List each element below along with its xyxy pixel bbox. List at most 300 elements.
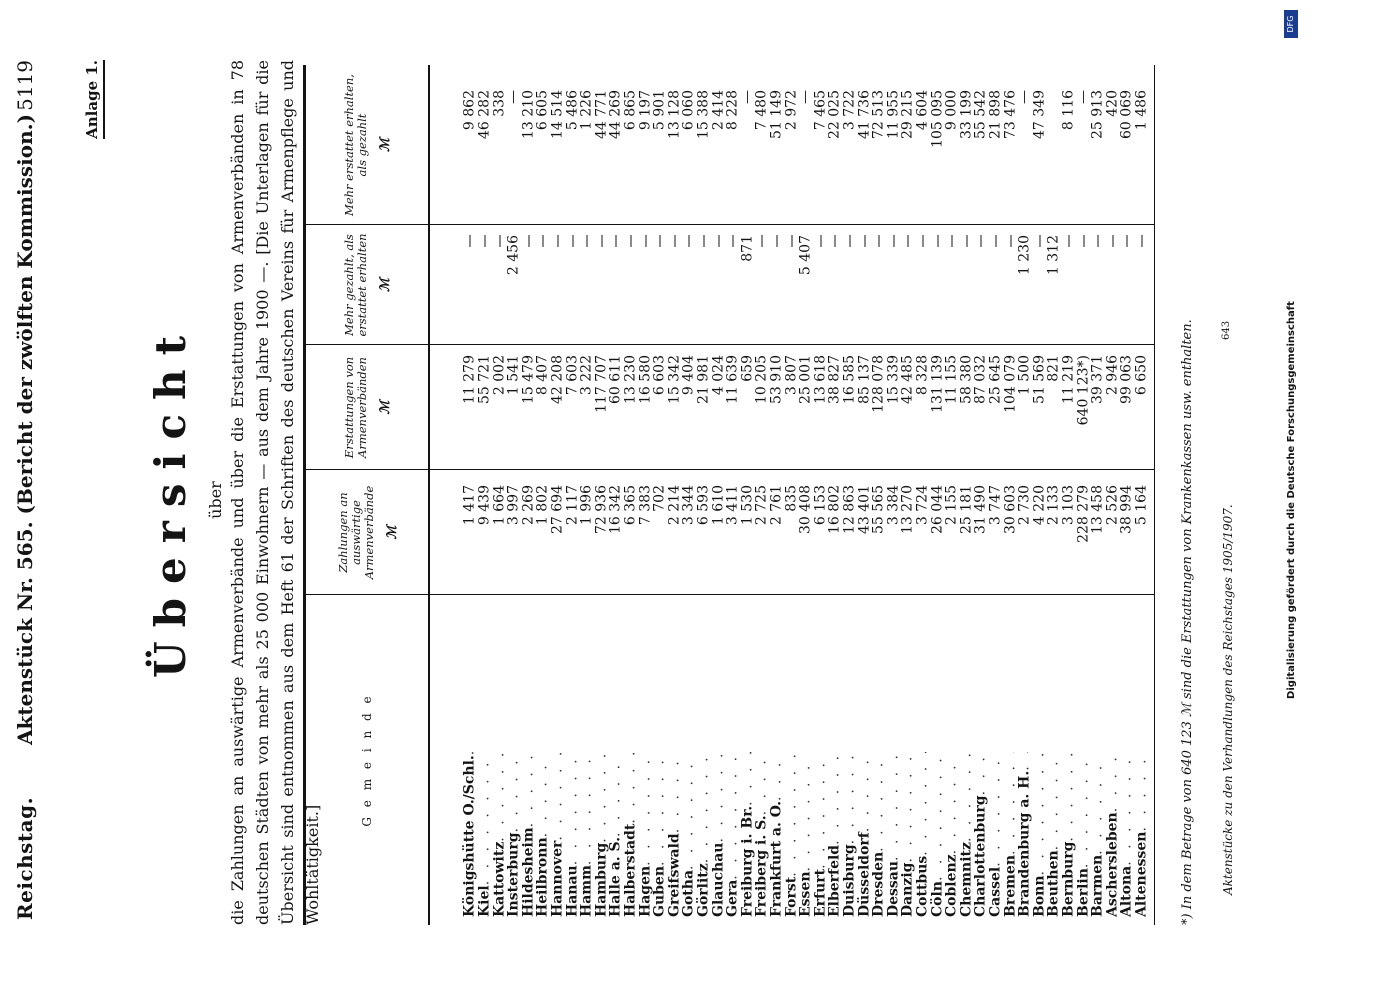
cell-gemeinde: Beuthen . . .: [1046, 752, 1063, 917]
table-row: [929, 65, 946, 925]
intro-paragraph: die Zahlungen an auswärtige Armenverbände und über die Erstattungen von Armenverbänden in 78 deutschen Städten von mehr als 25 000 Einwohnern — aus dem Jahre 1900 —. [Die Unterlagen für die Übersicht sind entnommen aus dem Heft 61 der Schriften des deutschen Vereins für Armenpflege und Wohltätigkeit.]: [228, 60, 322, 925]
cell-mehr-gezahlt: [477, 235, 494, 335]
cell-erstattungen: 8 407: [534, 355, 551, 396]
cell-erstattungen: 640 123*): [1075, 355, 1092, 426]
table-row: [885, 65, 902, 925]
cell-erstattungen: 87 032: [972, 355, 989, 404]
cell-mehr-gezahlt: [550, 235, 567, 335]
page-code: 643: [1221, 320, 1232, 340]
cell-gemeinde: Charlottenburg . . .: [973, 752, 990, 917]
empty-dash: [703, 235, 704, 247]
cell-mehr-gezahlt: [812, 235, 829, 335]
cell-gemeinde: Freiberg i. S. . . .: [754, 752, 771, 917]
table-row: [623, 65, 640, 925]
cell-mehr-erstattet: 29 215: [899, 90, 916, 139]
cell-mehr-erstattet: 21 898: [987, 90, 1004, 139]
cell-gemeinde: Elberfeld . . .: [827, 752, 844, 917]
empty-dash: [1068, 235, 1069, 247]
cell-gemeinde: Aschersleben . . .: [1104, 752, 1121, 917]
cell-gemeinde: Altenessen . . .: [1134, 752, 1151, 917]
page-title: Übersicht: [146, 322, 195, 678]
cell-gemeinde: Greifswald . . .: [666, 752, 683, 917]
empty-dash: [849, 235, 850, 247]
cell-zahlungen: 2 730: [1016, 485, 1033, 526]
table-row: [1104, 65, 1121, 925]
empty-dash: [542, 235, 543, 247]
cell-zahlungen: 38 994: [1118, 485, 1135, 534]
empty-dash: [1039, 235, 1040, 247]
cell-mehr-erstattet: —: [1075, 90, 1092, 104]
cell-erstattungen: 1 500: [1016, 355, 1033, 396]
cell-mehr-erstattet: 2 972: [783, 90, 800, 131]
cell-gemeinde: Hamm . . .: [579, 752, 596, 917]
table-row: [652, 65, 669, 925]
cell-gemeinde: Kiel . . .: [477, 752, 494, 917]
cell-mehr-gezahlt: 871: [739, 235, 756, 262]
cell-zahlungen: 13 270: [899, 485, 916, 534]
cell-zahlungen: 16 342: [607, 485, 624, 534]
cell-zahlungen: 1 530: [739, 485, 756, 526]
cell-mehr-erstattet: 420: [1104, 90, 1121, 117]
cell-zahlungen: 12 863: [841, 485, 858, 534]
cell-erstattungen: 99 063: [1118, 355, 1135, 404]
cell-erstattungen: 25 645: [987, 355, 1004, 404]
empty-dash: [1097, 235, 1098, 247]
cell-gemeinde: Hannover . . .: [550, 752, 567, 917]
cell-erstattungen: 16 580: [637, 355, 654, 404]
cell-gemeinde: Hamburg . . .: [593, 752, 610, 917]
cell-mehr-erstattet: 338: [491, 90, 508, 117]
cell-zahlungen: 2 117: [564, 485, 581, 526]
cell-mehr-gezahlt: [944, 235, 961, 335]
cell-gemeinde: Guben . . .: [652, 752, 669, 917]
cell-mehr-gezahlt: [929, 235, 946, 335]
empty-dash: [922, 235, 923, 247]
cell-zahlungen: 3 997: [505, 485, 522, 526]
empty-dash: [995, 235, 996, 247]
cell-erstattungen: 55 721: [476, 355, 493, 404]
cell-erstattungen: 1 541: [505, 355, 522, 396]
cell-mehr-gezahlt: [1119, 235, 1136, 335]
cell-mehr-erstattet: 5 486: [564, 90, 581, 131]
cell-mehr-gezahlt: [623, 235, 640, 335]
table-row: [900, 65, 917, 925]
cell-mehr-gezahlt: [988, 235, 1005, 335]
cell-zahlungen: 6 153: [812, 485, 829, 526]
cell-erstattungen: 60 611: [607, 355, 624, 404]
cell-gemeinde: Forst . . .: [783, 752, 800, 917]
cell-mehr-gezahlt: [608, 235, 625, 335]
empty-dash: [572, 235, 573, 247]
cell-mehr-gezahlt: [696, 235, 713, 335]
cell-erstattungen: 42 485: [899, 355, 916, 404]
cell-mehr-erstattet: —: [505, 90, 522, 104]
cell-erstattungen: 51 569: [1031, 355, 1048, 404]
cell-mehr-erstattet: 13 128: [666, 90, 683, 139]
cell-mehr-gezahlt: [1104, 235, 1121, 335]
cell-zahlungen: 3 411: [724, 485, 741, 526]
cell-gemeinde: Coblenz . . .: [944, 752, 961, 917]
cell-mehr-gezahlt: 1 230: [1016, 235, 1033, 276]
table-row: [958, 65, 975, 925]
cell-mehr-erstattet: 3 722: [841, 90, 858, 131]
cell-erstattungen: 15 339: [885, 355, 902, 404]
cell-gemeinde: Hagen . . .: [637, 752, 654, 917]
table-row: [812, 65, 829, 925]
cell-erstattungen: 117 707: [593, 355, 610, 413]
cell-gemeinde: Brandenburg a. H. . . .: [1017, 752, 1034, 917]
table-row: [1017, 65, 1034, 925]
cell-mehr-erstattet: 7 465: [812, 90, 829, 131]
cell-erstattungen: 4 024: [710, 355, 727, 396]
cell-erstattungen: 11 155: [943, 355, 960, 404]
cell-mehr-erstattet: 73 476: [1002, 90, 1019, 139]
unit-mark: ℳ: [378, 400, 393, 415]
table-row: [827, 65, 844, 925]
cell-zahlungen: 43 401: [856, 485, 873, 534]
empty-dash: [864, 235, 865, 247]
cell-zahlungen: 4 220: [1031, 485, 1048, 526]
cell-zahlungen: 6 593: [695, 485, 712, 526]
cell-mehr-gezahlt: [1002, 235, 1019, 335]
cell-erstattungen: 21 981: [695, 355, 712, 404]
cell-gemeinde: Frankfurt a. O. . . .: [769, 752, 786, 917]
table-row: [1031, 65, 1048, 925]
cell-mehr-gezahlt: 2 456: [505, 235, 522, 276]
cell-mehr-erstattet: 14 514: [549, 90, 566, 139]
cell-gemeinde: Glauchau . . .: [710, 752, 727, 917]
cell-mehr-erstattet: 6 865: [622, 90, 639, 131]
table-row: [1002, 65, 1019, 925]
table-row: [506, 65, 523, 925]
cell-erstattungen: 6 603: [651, 355, 668, 396]
empty-dash: [645, 235, 646, 247]
cell-mehr-erstattet: 7 480: [753, 90, 770, 131]
table-row: [1090, 65, 1107, 925]
cell-mehr-erstattet: 15 388: [695, 90, 712, 139]
unit-mark: ℳ: [378, 138, 393, 152]
cell-erstattungen: 659: [739, 355, 756, 382]
empty-dash: [718, 235, 719, 247]
cell-mehr-erstattet: 11 955: [885, 90, 902, 139]
cell-mehr-erstattet: 46 282: [476, 90, 493, 139]
cell-mehr-erstattet: 1 226: [578, 90, 595, 131]
col-header-mehr-erstattet-text: Mehr erstattet erhalten, als gezahlt: [342, 74, 369, 216]
empty-dash: [528, 235, 529, 247]
cell-mehr-gezahlt: [637, 235, 654, 335]
cell-erstattungen: 10 205: [753, 355, 770, 404]
cell-zahlungen: 5 164: [1133, 485, 1150, 526]
cell-zahlungen: 55 565: [870, 485, 887, 534]
cell-mehr-gezahlt: [754, 235, 771, 335]
cell-mehr-erstattet: 6 060: [680, 90, 697, 131]
cell-erstattungen: 11 219: [1060, 355, 1077, 404]
cell-mehr-erstattet: 44 269: [607, 90, 624, 139]
cell-mehr-erstattet: 41 736: [856, 90, 873, 139]
empty-dash: [776, 235, 777, 247]
cell-erstattungen: 11 279: [461, 355, 478, 404]
cell-mehr-gezahlt: [462, 235, 479, 335]
cell-mehr-erstattet: 105 095: [929, 90, 946, 148]
cell-gemeinde: Essen . . .: [798, 752, 815, 917]
table-row: [1075, 65, 1092, 925]
cell-gemeinde: Bernburg . . .: [1061, 752, 1078, 917]
cell-mehr-erstattet: 55 542: [972, 90, 989, 139]
empty-dash: [484, 235, 485, 247]
table-row: [520, 65, 537, 925]
empty-dash: [499, 235, 500, 247]
cell-zahlungen: 702: [651, 485, 668, 512]
cell-gemeinde: Cottbus . . .: [915, 752, 932, 917]
cell-zahlungen: 2 526: [1104, 485, 1121, 526]
cell-erstattungen: 821: [1045, 355, 1062, 382]
cell-mehr-gezahlt: [871, 235, 888, 335]
table-row: [798, 65, 815, 925]
cell-mehr-erstattet: 47 349: [1031, 90, 1048, 139]
cell-mehr-gezahlt: [1075, 235, 1092, 335]
cell-erstattungen: 6 650: [1133, 355, 1150, 396]
empty-dash: [966, 235, 967, 247]
table-row: [1061, 65, 1078, 925]
cell-erstattungen: 42 208: [549, 355, 566, 404]
cell-mehr-gezahlt: [652, 235, 669, 335]
cell-zahlungen: 3 103: [1060, 485, 1077, 526]
cell-mehr-gezahlt: [1134, 235, 1151, 335]
table-row: [973, 65, 990, 925]
empty-dash: [469, 235, 470, 247]
cell-gemeinde: Görlitz . . .: [696, 752, 713, 917]
cell-mehr-gezahlt: [666, 235, 683, 335]
table-row: [769, 65, 786, 925]
empty-dash: [557, 235, 558, 247]
table-row: [1134, 65, 1151, 925]
cell-mehr-gezahlt: [915, 235, 932, 335]
cell-mehr-gezahlt: [842, 235, 859, 335]
cell-erstattungen: 7 603: [564, 355, 581, 396]
cell-zahlungen: 3 344: [680, 485, 697, 526]
cell-zahlungen: 228 279: [1075, 485, 1092, 543]
empty-dash: [674, 235, 675, 247]
cell-zahlungen: 1 610: [710, 485, 727, 526]
cell-gemeinde: Hanau . . .: [564, 752, 581, 917]
cell-zahlungen: 1 996: [578, 485, 595, 526]
cell-erstattungen: 13 618: [812, 355, 829, 404]
dfg-logo: DFG: [1284, 10, 1298, 38]
table-row: [696, 65, 713, 925]
cell-gemeinde: Halberstadt . . .: [623, 752, 640, 917]
cell-zahlungen: 1 664: [491, 485, 508, 526]
appendix-label: Anlage 1.: [83, 60, 105, 139]
table-row: [710, 65, 727, 925]
cell-zahlungen: 72 936: [593, 485, 610, 534]
table-row: [754, 65, 771, 925]
empty-dash: [601, 235, 602, 247]
cell-gemeinde: Freiburg i. Br. . . .: [739, 752, 756, 917]
cell-mehr-gezahlt: [593, 235, 610, 335]
cell-erstattungen: 2 946: [1104, 355, 1121, 396]
cell-mehr-erstattet: 44 771: [593, 90, 610, 139]
cell-erstattungen: 2 002: [491, 355, 508, 396]
cell-zahlungen: 2 214: [666, 485, 683, 526]
cell-gemeinde: Danzig . . .: [900, 752, 917, 917]
col-header-erstattungen-text: Erstattungen von Armenverbänden: [342, 356, 369, 459]
cell-mehr-gezahlt: [725, 235, 742, 335]
cell-mehr-erstattet: 8 228: [724, 90, 741, 131]
cell-mehr-gezahlt: [856, 235, 873, 335]
table-row: [491, 65, 508, 925]
cell-erstattungen: 15 342: [666, 355, 683, 404]
cell-gemeinde: Berlin . . .: [1075, 752, 1092, 917]
empty-dash: [732, 235, 733, 247]
empty-dash: [791, 235, 792, 247]
cell-erstattungen: 25 001: [797, 355, 814, 404]
cell-gemeinde: Heilbronn . . .: [535, 752, 552, 917]
table-row: [915, 65, 932, 925]
unit-mark: ℳ: [378, 278, 393, 292]
cell-mehr-erstattet: —: [1016, 90, 1033, 104]
table-row: [681, 65, 698, 925]
cell-gemeinde: Gotha . . .: [681, 752, 698, 917]
empty-dash: [907, 235, 908, 247]
cell-gemeinde: Cassel . . .: [988, 752, 1005, 917]
cell-mehr-erstattet: 5 901: [651, 90, 668, 131]
cell-zahlungen: 30 408: [797, 485, 814, 534]
cell-gemeinde: Gera . . .: [725, 752, 742, 917]
table-row: [535, 65, 552, 925]
cell-mehr-erstattet: 13 210: [520, 90, 537, 139]
table-row: [783, 65, 800, 925]
empty-dash: [820, 235, 821, 247]
cell-mehr-gezahlt: [973, 235, 990, 335]
col-header-zahlungen-text: Zahlungen an auswärtige Armenverbände: [335, 485, 376, 580]
header-reichstag: Reichstag.: [13, 796, 37, 920]
cell-mehr-erstattet: 1 486: [1133, 90, 1150, 131]
table-row: [462, 65, 479, 925]
cell-gemeinde: Bonn . . .: [1031, 752, 1048, 917]
cell-mehr-erstattet: —: [797, 90, 814, 104]
cell-erstattungen: 8 328: [914, 355, 931, 396]
cell-zahlungen: 30 603: [1002, 485, 1019, 534]
cell-mehr-erstattet: 2 414: [710, 90, 727, 131]
cell-zahlungen: 2 133: [1045, 485, 1062, 526]
cell-gemeinde: Kattowitz . . .: [491, 752, 508, 917]
cell-mehr-gezahlt: [1090, 235, 1107, 335]
digitization-notice: Digitalisierung gefördert durch die Deutsche Forschungsgemeinschaft: [1286, 301, 1297, 699]
cell-mehr-erstattet: 9 862: [461, 90, 478, 131]
table-row: [739, 65, 756, 925]
empty-dash: [937, 235, 938, 247]
cell-mehr-gezahlt: [1061, 235, 1078, 335]
cell-mehr-gezahlt: 5 407: [797, 235, 814, 276]
cell-mehr-gezahlt: 1 312: [1045, 235, 1062, 276]
cell-zahlungen: 835: [783, 485, 800, 512]
empty-dash: [893, 235, 894, 247]
cell-gemeinde: Dessau . . .: [885, 752, 902, 917]
cell-mehr-erstattet: 72 513: [870, 90, 887, 139]
cell-erstattungen: 13 230: [622, 355, 639, 404]
empty-dash: [1126, 235, 1127, 247]
table-row: [988, 65, 1005, 925]
cell-erstattungen: 128 078: [870, 355, 887, 413]
col-header-gemeinde-text: G e m e i n d e: [360, 693, 374, 827]
table-row: [564, 65, 581, 925]
cell-mehr-erstattet: 8 116: [1060, 90, 1077, 131]
unit-mark: ℳ: [384, 525, 400, 540]
cell-mehr-erstattet: 9 197: [637, 90, 654, 131]
cell-zahlungen: 9 439: [476, 485, 493, 526]
cell-erstattungen: 53 910: [768, 355, 785, 404]
cell-zahlungen: 3 747: [987, 485, 1004, 526]
empty-dash: [761, 235, 762, 247]
empty-dash: [834, 235, 835, 247]
empty-dash: [1010, 235, 1011, 247]
cell-gemeinde: Halle a. S. . . .: [608, 752, 625, 917]
cell-mehr-gezahlt: [900, 235, 917, 335]
empty-dash: [630, 235, 631, 247]
empty-dash: [980, 235, 981, 247]
cell-zahlungen: 3 724: [914, 485, 931, 526]
cell-gemeinde: Bremen . . .: [1002, 752, 1019, 917]
cell-zahlungen: 13 458: [1089, 485, 1106, 534]
cell-mehr-gezahlt: [827, 235, 844, 335]
cell-mehr-erstattet: 9 000: [943, 90, 960, 131]
cell-mehr-erstattet: 51 149: [768, 90, 785, 139]
cell-erstattungen: 11 639: [724, 355, 741, 404]
cell-gemeinde: Erfurt . . .: [812, 752, 829, 917]
cell-mehr-gezahlt: [535, 235, 552, 335]
cell-zahlungen: 2 269: [520, 485, 537, 526]
cell-erstattungen: 85 137: [856, 355, 873, 404]
cell-zahlungen: 27 694: [549, 485, 566, 534]
table-row: [1046, 65, 1063, 925]
cell-mehr-gezahlt: [958, 235, 975, 335]
empty-dash: [1141, 235, 1142, 247]
table-row: [666, 65, 683, 925]
cell-gemeinde: Dresden . . .: [871, 752, 888, 917]
cell-mehr-gezahlt: [783, 235, 800, 335]
table-row: [608, 65, 625, 925]
cell-zahlungen: 7 383: [637, 485, 654, 526]
cell-gemeinde: Düsseldorf . . .: [856, 752, 873, 917]
cell-zahlungen: 1 802: [534, 485, 551, 526]
table-row: [944, 65, 961, 925]
empty-dash: [1112, 235, 1113, 247]
cell-gemeinde: Insterburg . . .: [506, 752, 523, 917]
cell-gemeinde: Königshütte O./Schl. . . .: [462, 752, 479, 917]
table-row: [842, 65, 859, 925]
cell-zahlungen: 26 044: [929, 485, 946, 534]
empty-dash: [951, 235, 952, 247]
empty-dash: [688, 235, 689, 247]
cell-mehr-erstattet: 60 069: [1118, 90, 1135, 139]
cell-erstattungen: 9 404: [680, 355, 697, 396]
table-row: [871, 65, 888, 925]
cell-gemeinde: Cöln . . .: [929, 752, 946, 917]
cell-mehr-gezahlt: [769, 235, 786, 335]
cell-zahlungen: 3 384: [885, 485, 902, 526]
cell-mehr-erstattet: 4 604: [914, 90, 931, 131]
table-row: [579, 65, 596, 925]
empty-dash: [615, 235, 616, 247]
table-row: [550, 65, 567, 925]
cell-mehr-gezahlt: [885, 235, 902, 335]
cell-mehr-gezahlt: [681, 235, 698, 335]
table-row: [637, 65, 654, 925]
header-document-title: Aktenstück Nr. 565. (Bericht der zwölften Kommission.): [13, 113, 37, 745]
cell-gemeinde: Barmen . . .: [1090, 752, 1107, 917]
cell-zahlungen: 25 181: [958, 485, 975, 534]
empty-dash: [1083, 235, 1084, 247]
